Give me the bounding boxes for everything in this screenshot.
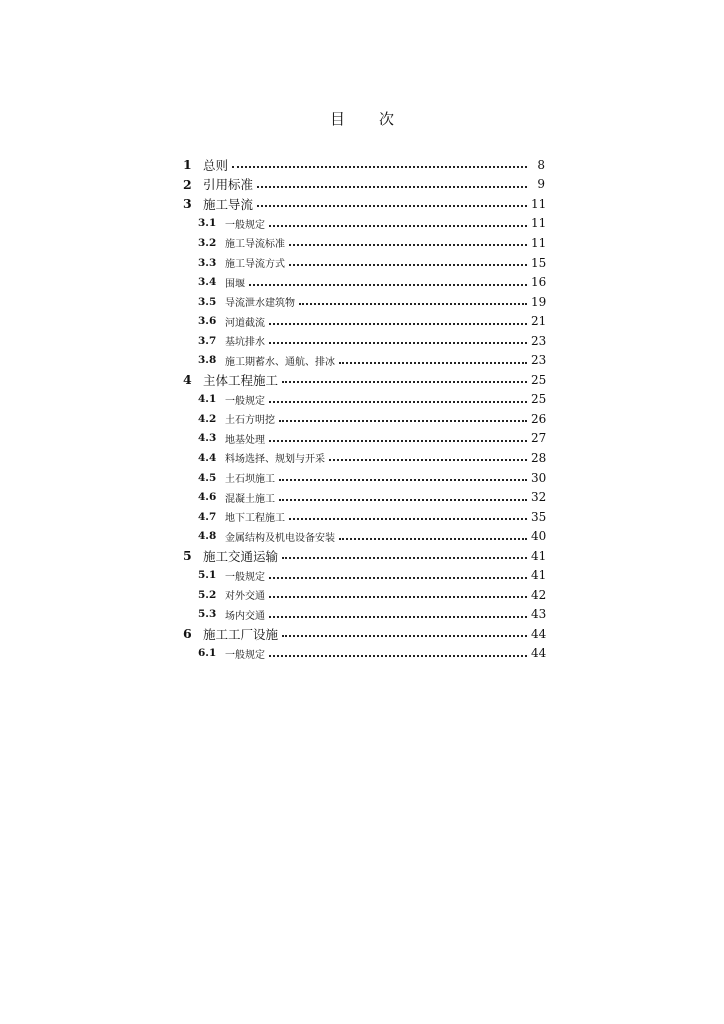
toc-dot-leader (282, 380, 527, 383)
toc-section-entry[interactable] (183, 311, 545, 331)
toc-entry-page: 27 (531, 431, 547, 446)
toc-entry-number: 4.8 (198, 530, 217, 543)
toc-entry-page: 35 (531, 509, 547, 524)
toc-entry-number: 3.5 (198, 295, 217, 308)
toc-dot-leader (269, 341, 527, 344)
toc-section-entry[interactable] (183, 409, 545, 429)
toc-dot-leader (269, 439, 527, 442)
toc-dot-leader (279, 478, 527, 481)
toc-entry-number: 5.1 (198, 569, 217, 582)
toc-entry-label: 料场选择、规划与开采 (225, 454, 325, 466)
toc-entry-page: 28 (531, 450, 547, 465)
toc-section-entry[interactable] (183, 468, 545, 488)
toc-dot-leader (269, 615, 527, 618)
toc-entry-page: 25 (531, 372, 547, 387)
toc-entry-page: 15 (531, 255, 547, 270)
toc-entry-page: 11 (531, 216, 547, 231)
toc-dot-leader (279, 419, 527, 422)
toc-entry-number: 6 (183, 626, 192, 642)
page-title-right: 次 (379, 110, 395, 128)
toc-entry-label: 地基处理 (225, 434, 265, 446)
toc-dot-leader (339, 361, 527, 364)
toc-entry-page: 21 (531, 314, 547, 329)
toc-dot-leader (269, 654, 527, 657)
toc-entry-page: 42 (531, 587, 547, 602)
toc-entry-number: 4.2 (198, 412, 217, 425)
toc-entry-label: 一般规定 (225, 219, 265, 231)
toc-entry-label: 一般规定 (225, 649, 265, 661)
toc-dot-leader (269, 224, 527, 227)
toc-entry-label: 地下工程施工 (225, 513, 285, 525)
toc-entry-label: 施工导流 (203, 196, 254, 212)
toc-entry-number: 3.3 (198, 256, 217, 269)
toc-entry-label: 导流泄水建筑物 (225, 298, 295, 310)
page-title-left: 目 (329, 110, 345, 128)
toc-dot-leader (339, 537, 527, 540)
toc-section-entry[interactable] (183, 487, 545, 507)
toc-dot-leader (289, 243, 527, 246)
toc-section-entry[interactable] (183, 526, 545, 546)
toc-entry-number: 5 (183, 548, 192, 564)
toc-entry-number: 4.5 (198, 471, 217, 484)
toc-entry-label: 基坑排水 (225, 337, 265, 349)
toc-entry-page: 9 (537, 177, 545, 192)
toc-dot-leader (269, 595, 527, 598)
toc-entry-page: 30 (531, 470, 547, 485)
toc-dot-leader (282, 556, 527, 559)
toc-section-entry[interactable] (183, 585, 545, 605)
toc-entry-page: 41 (531, 568, 547, 583)
toc-dot-leader (249, 283, 527, 286)
toc-entry-page: 23 (531, 353, 547, 368)
toc-dot-leader (289, 517, 527, 520)
toc-entry-number: 6.1 (198, 647, 217, 660)
toc-section-entry[interactable] (183, 605, 545, 625)
toc-dot-leader (269, 322, 527, 325)
toc-entry-page: 26 (531, 411, 547, 426)
toc-entry-label: 场内交通 (225, 610, 265, 622)
toc-entry-number: 5.3 (198, 608, 217, 621)
toc-dot-leader (329, 458, 527, 461)
toc-entry-label: 金属结构及机电设备安装 (225, 532, 335, 544)
toc-entry-page: 41 (531, 548, 547, 563)
toc-section-entry[interactable] (183, 272, 545, 292)
toc-section-entry[interactable] (183, 390, 545, 410)
toc-entry-label: 施工期蓄水、通航、排冰 (225, 356, 335, 368)
toc-chapter-entry[interactable] (183, 546, 545, 566)
toc-entry-page: 16 (531, 275, 547, 290)
toc-dot-leader (279, 498, 527, 501)
toc-dot-leader (269, 576, 527, 579)
toc-entry-page: 8 (537, 157, 545, 172)
toc-dot-leader (269, 400, 527, 403)
toc-entry-label: 总则 (203, 157, 229, 173)
toc-entry-page: 25 (531, 392, 547, 407)
toc-section-entry[interactable] (183, 448, 545, 468)
toc-entry-number: 3.7 (198, 334, 217, 347)
toc-dot-leader (282, 634, 527, 637)
toc-entry-number: 3.1 (198, 217, 217, 230)
toc-entry-label: 引用标准 (203, 177, 254, 193)
toc-section-entry[interactable] (183, 429, 545, 449)
page-title (0, 108, 724, 129)
toc-entry-number: 4.3 (198, 432, 217, 445)
toc-list (183, 155, 545, 663)
toc-entry-number: 2 (183, 176, 192, 192)
toc-section-entry[interactable] (183, 214, 545, 234)
toc-entry-number: 4.1 (198, 393, 217, 406)
toc-entry-number: 3.6 (198, 315, 217, 328)
toc-entry-label: 对外交通 (225, 591, 265, 603)
toc-section-entry[interactable] (183, 253, 545, 273)
toc-entry-number: 5.2 (198, 588, 217, 601)
toc-entry-number: 4.7 (198, 510, 217, 523)
toc-entry-number: 3 (183, 196, 192, 212)
toc-entry-number: 1 (183, 157, 192, 173)
toc-chapter-entry[interactable] (183, 175, 545, 195)
toc-entry-label: 主体工程施工 (203, 372, 279, 388)
toc-entry-number: 3.4 (198, 276, 217, 289)
toc-entry-number: 4.4 (198, 451, 217, 464)
toc-entry-label: 围堰 (225, 278, 245, 290)
toc-entry-label: 一般规定 (225, 395, 265, 407)
toc-section-entry[interactable] (183, 644, 545, 664)
toc-chapter-entry[interactable] (183, 155, 545, 175)
toc-section-entry[interactable] (183, 233, 545, 253)
toc-entry-number: 4.6 (198, 491, 217, 504)
toc-entry-label: 土石坝施工 (225, 474, 275, 486)
toc-section-entry[interactable] (183, 331, 545, 351)
toc-entry-page: 44 (531, 646, 547, 661)
toc-chapter-entry[interactable] (183, 624, 545, 644)
toc-section-entry[interactable] (183, 507, 545, 527)
toc-entry-label: 施工交通运输 (203, 548, 279, 564)
toc-entry-page: 32 (531, 490, 547, 505)
toc-entry-label: 施工导流方式 (225, 259, 285, 270)
toc-entry-number: 3.2 (198, 236, 217, 249)
toc-entry-page: 23 (531, 333, 547, 348)
toc-entry-page: 43 (531, 607, 547, 622)
toc-entry-page: 44 (531, 626, 547, 641)
toc-section-entry[interactable] (183, 292, 545, 312)
toc-section-entry[interactable] (183, 350, 545, 370)
toc-entry-label: 施工导流标准 (225, 239, 285, 251)
toc-entry-label: 施工工厂设施 (203, 626, 279, 642)
toc-chapter-entry[interactable] (183, 370, 545, 390)
toc-dot-leader (257, 185, 527, 188)
toc-entry-label: 一般规定 (225, 571, 265, 583)
toc-dot-leader (257, 204, 527, 207)
toc-dot-leader (299, 302, 527, 305)
toc-chapter-entry[interactable] (183, 194, 545, 214)
toc-dot-leader (232, 165, 527, 168)
toc-dot-leader (289, 263, 527, 266)
toc-entry-number: 4 (183, 372, 192, 388)
toc-entry-label: 土石方明挖 (225, 415, 275, 427)
toc-entry-page: 11 (531, 196, 547, 211)
toc-section-entry[interactable] (183, 565, 545, 585)
toc-entry-label: 混凝土施工 (225, 493, 275, 505)
toc-entry-number: 3.8 (198, 354, 217, 367)
toc-entry-page: 11 (531, 235, 547, 250)
toc-entry-page: 19 (531, 294, 547, 309)
toc-entry-label: 河道截流 (225, 317, 265, 329)
toc-entry-page: 40 (531, 529, 547, 544)
